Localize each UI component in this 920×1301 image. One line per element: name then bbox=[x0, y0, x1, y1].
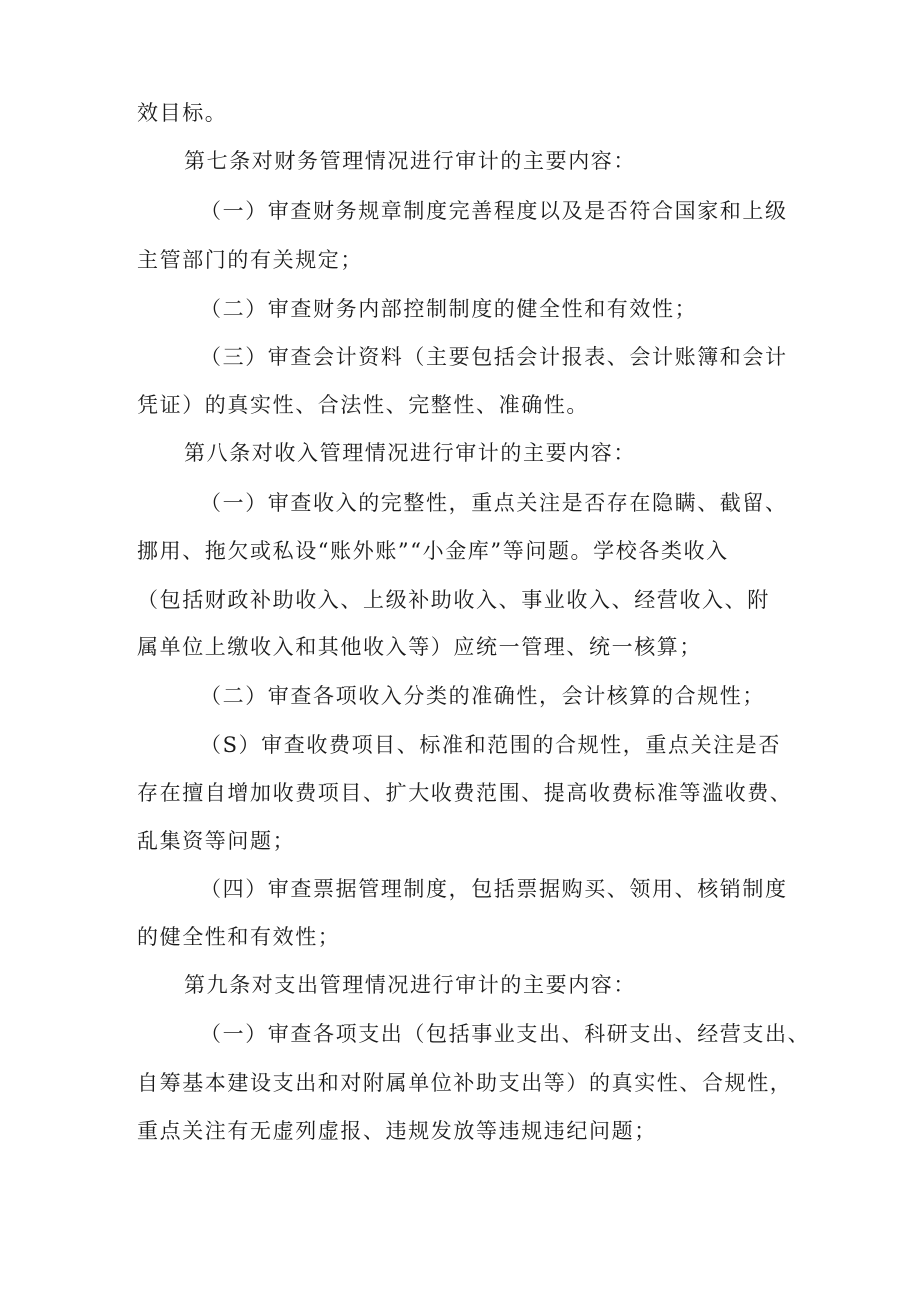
text-line: 重点关注有无虚列虚报、违规发放等违规违纪问题； bbox=[137, 1119, 657, 1143]
text-line: （一）审查收入的完整性，重点关注是否存在隐瞒、截留、 bbox=[200, 491, 788, 515]
text-line: 凭证）的真实性、合法性、完整性、准确性。 bbox=[137, 393, 589, 417]
text-line: （三）审查会计资料（主要包括会计报表、会计账簿和会计 bbox=[200, 345, 788, 369]
text-line: 存在擅自增加收费项目、扩大收费范围、提高收费标准等滥收费、 bbox=[137, 781, 793, 805]
text-line: 挪用、拖欠或私设“账外账”“小金库”等问题。学校各类收入 bbox=[137, 539, 729, 563]
text-line: （二）审查各项收入分类的准确性，会计核算的合规性； bbox=[200, 684, 765, 708]
text-line: 主管部门的有关规定； bbox=[137, 248, 363, 272]
text-line: （一）审查各项支出（包括事业支出、科研支出、经营支出、 bbox=[200, 1022, 811, 1046]
article-7-heading: 第七条对财务管理情况进行审计的主要内容： bbox=[184, 149, 636, 173]
text-line: 效目标。 bbox=[137, 101, 228, 125]
article-8-heading: 第八条对收入管理情况进行审计的主要内容： bbox=[184, 441, 636, 465]
text-line: 乱集资等问题； bbox=[137, 829, 296, 853]
text-line: （二）审查财务内部控制制度的健全性和有效性； bbox=[200, 297, 698, 321]
text-line: 属单位上缴收入和其他收入等）应统一管理、统一核算； bbox=[137, 635, 702, 659]
text-line: （包括财政补助收入、上级补助收入、事业收入、经营收入、附 bbox=[137, 588, 770, 612]
text-line: （四）审查票据管理制度，包括票据购买、领用、核销制度 bbox=[200, 877, 788, 901]
text-line: 的健全性和有效性； bbox=[137, 925, 341, 949]
text-line: （S）审查收费项目、标准和范围的合规性，重点关注是否 bbox=[200, 733, 781, 757]
text-line: 自筹基本建设支出和对附属单位补助支出等）的真实性、合规性， bbox=[137, 1071, 793, 1095]
article-9-heading: 第九条对支出管理情况进行审计的主要内容： bbox=[184, 973, 636, 997]
text-line: （一）审查财务规章制度完善程度以及是否符合国家和上级 bbox=[200, 199, 788, 223]
